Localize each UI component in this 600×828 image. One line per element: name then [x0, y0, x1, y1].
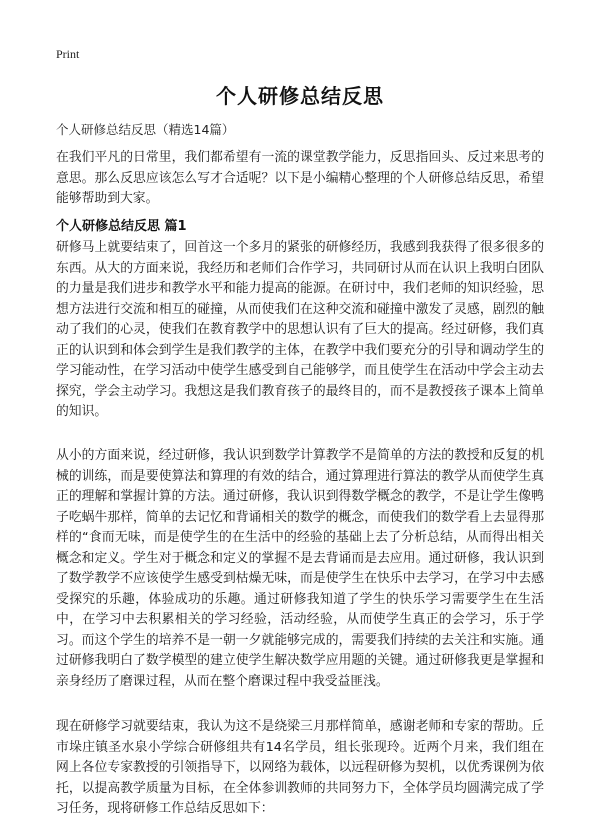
intro-paragraph: 在我们平凡的日常里，我们都希望有一流的课堂教学能力，反思指回头、反过来思考的意思。那么反思应该怎么写才合适呢？以下是小编精心整理的个人研修总结反思，希望能够帮助到大家。: [56, 150, 544, 206]
print-link[interactable]: Print: [56, 47, 80, 61]
body-paragraph: 现在研修学习就要结束，我认为这不是绕梁三月那样简单，感谢老师和专家的帮助。丘市垛庄镇圣水泉小学综合研修组共有14名学员，组长张现玲。近两个月来，我们组在网上各位专家教授的引领指导下，以网络为载体，以远程研修为契机，以优秀课例为依托，以提高教学质量为目标，在全体参训教师的共同努力下，全体学员均圆满完成了学习任务，现将研修工作总结反思如下：: [56, 719, 544, 816]
section-heading: 个人研修总结反思 篇1: [56, 219, 187, 234]
document-subtitle: 个人研修总结反思（精选14篇）: [56, 122, 235, 137]
page-title: 个人研修总结反思: [216, 84, 384, 108]
body-paragraph: 研修马上就要结束了，回首这一个多月的紧张的研修经历，我感到我获得了很多很多的东西。从大的方面来说，我经历和老师们合作学习，共同研讨从而在认识上我明白团队的力量是我们进步和教学水平和能力提高的能源。在研讨中，我们老师的知识经验，思想方法进行交流和相互的碰撞，从而使我们在这种交流和碰撞中激发了灵感，剧烈的触动了我们的心灵，使我们在教育教学中的思想认识有了巨大的提高。经过研修，我们真正的认识到和体会到学生是我们教学的主体，在教学中我们要充分的引导和调动学生的学习能动性，在学习活动中使学生感受到自己能够学，而且使学生在活动中学会主动去探究，学会主动学习。我想这是我们教育孩子的最终目的，而不是教授孩子课本上简单的知识。: [56, 240, 544, 419]
body-paragraph: 从小的方面来说，经过研修，我认识到数学计算教学不是简单的方法的教授和反复的机械的训练，而是要使算法和算理的有效的结合，通过算理进行算法的教学从而使学生真正的理解和掌握计算的方法。通过研修，我认识到得数学概念的教学，不是让学生像鸭子吃蜗牛那样，简单的去记忆和背诵相关的数学的概念，而使我们的数学看上去显得那样的“食而无味，而是使学生的在生活中的经验的基础上去了分析总结，从而得出相关概念和定义。学生对于概念和定义的掌握不是去背诵而是去应用。通过研修，我认识到了数学教学不应该使学生感受到枯燥无味，而是使学生在快乐中去学习，在学习中去感受探究的乐趣，体验成功的乐趣。通过研修我知道了学生的快乐学习需要学生在生活中，在学习中去积累相关的学习经验，活动经验，从而使学生真正的会学习，乐于学习。而这个学生的培养不是一朝一夕就能够完成的，需要我们持续的去关注和实施。通过研修我明白了数学模型的建立使学生解决数学应用题的关键。通过研修我更是掌握和亲身经历了磨课过程，从而在整个磨课过程中我受益匪浅。: [56, 448, 544, 689]
